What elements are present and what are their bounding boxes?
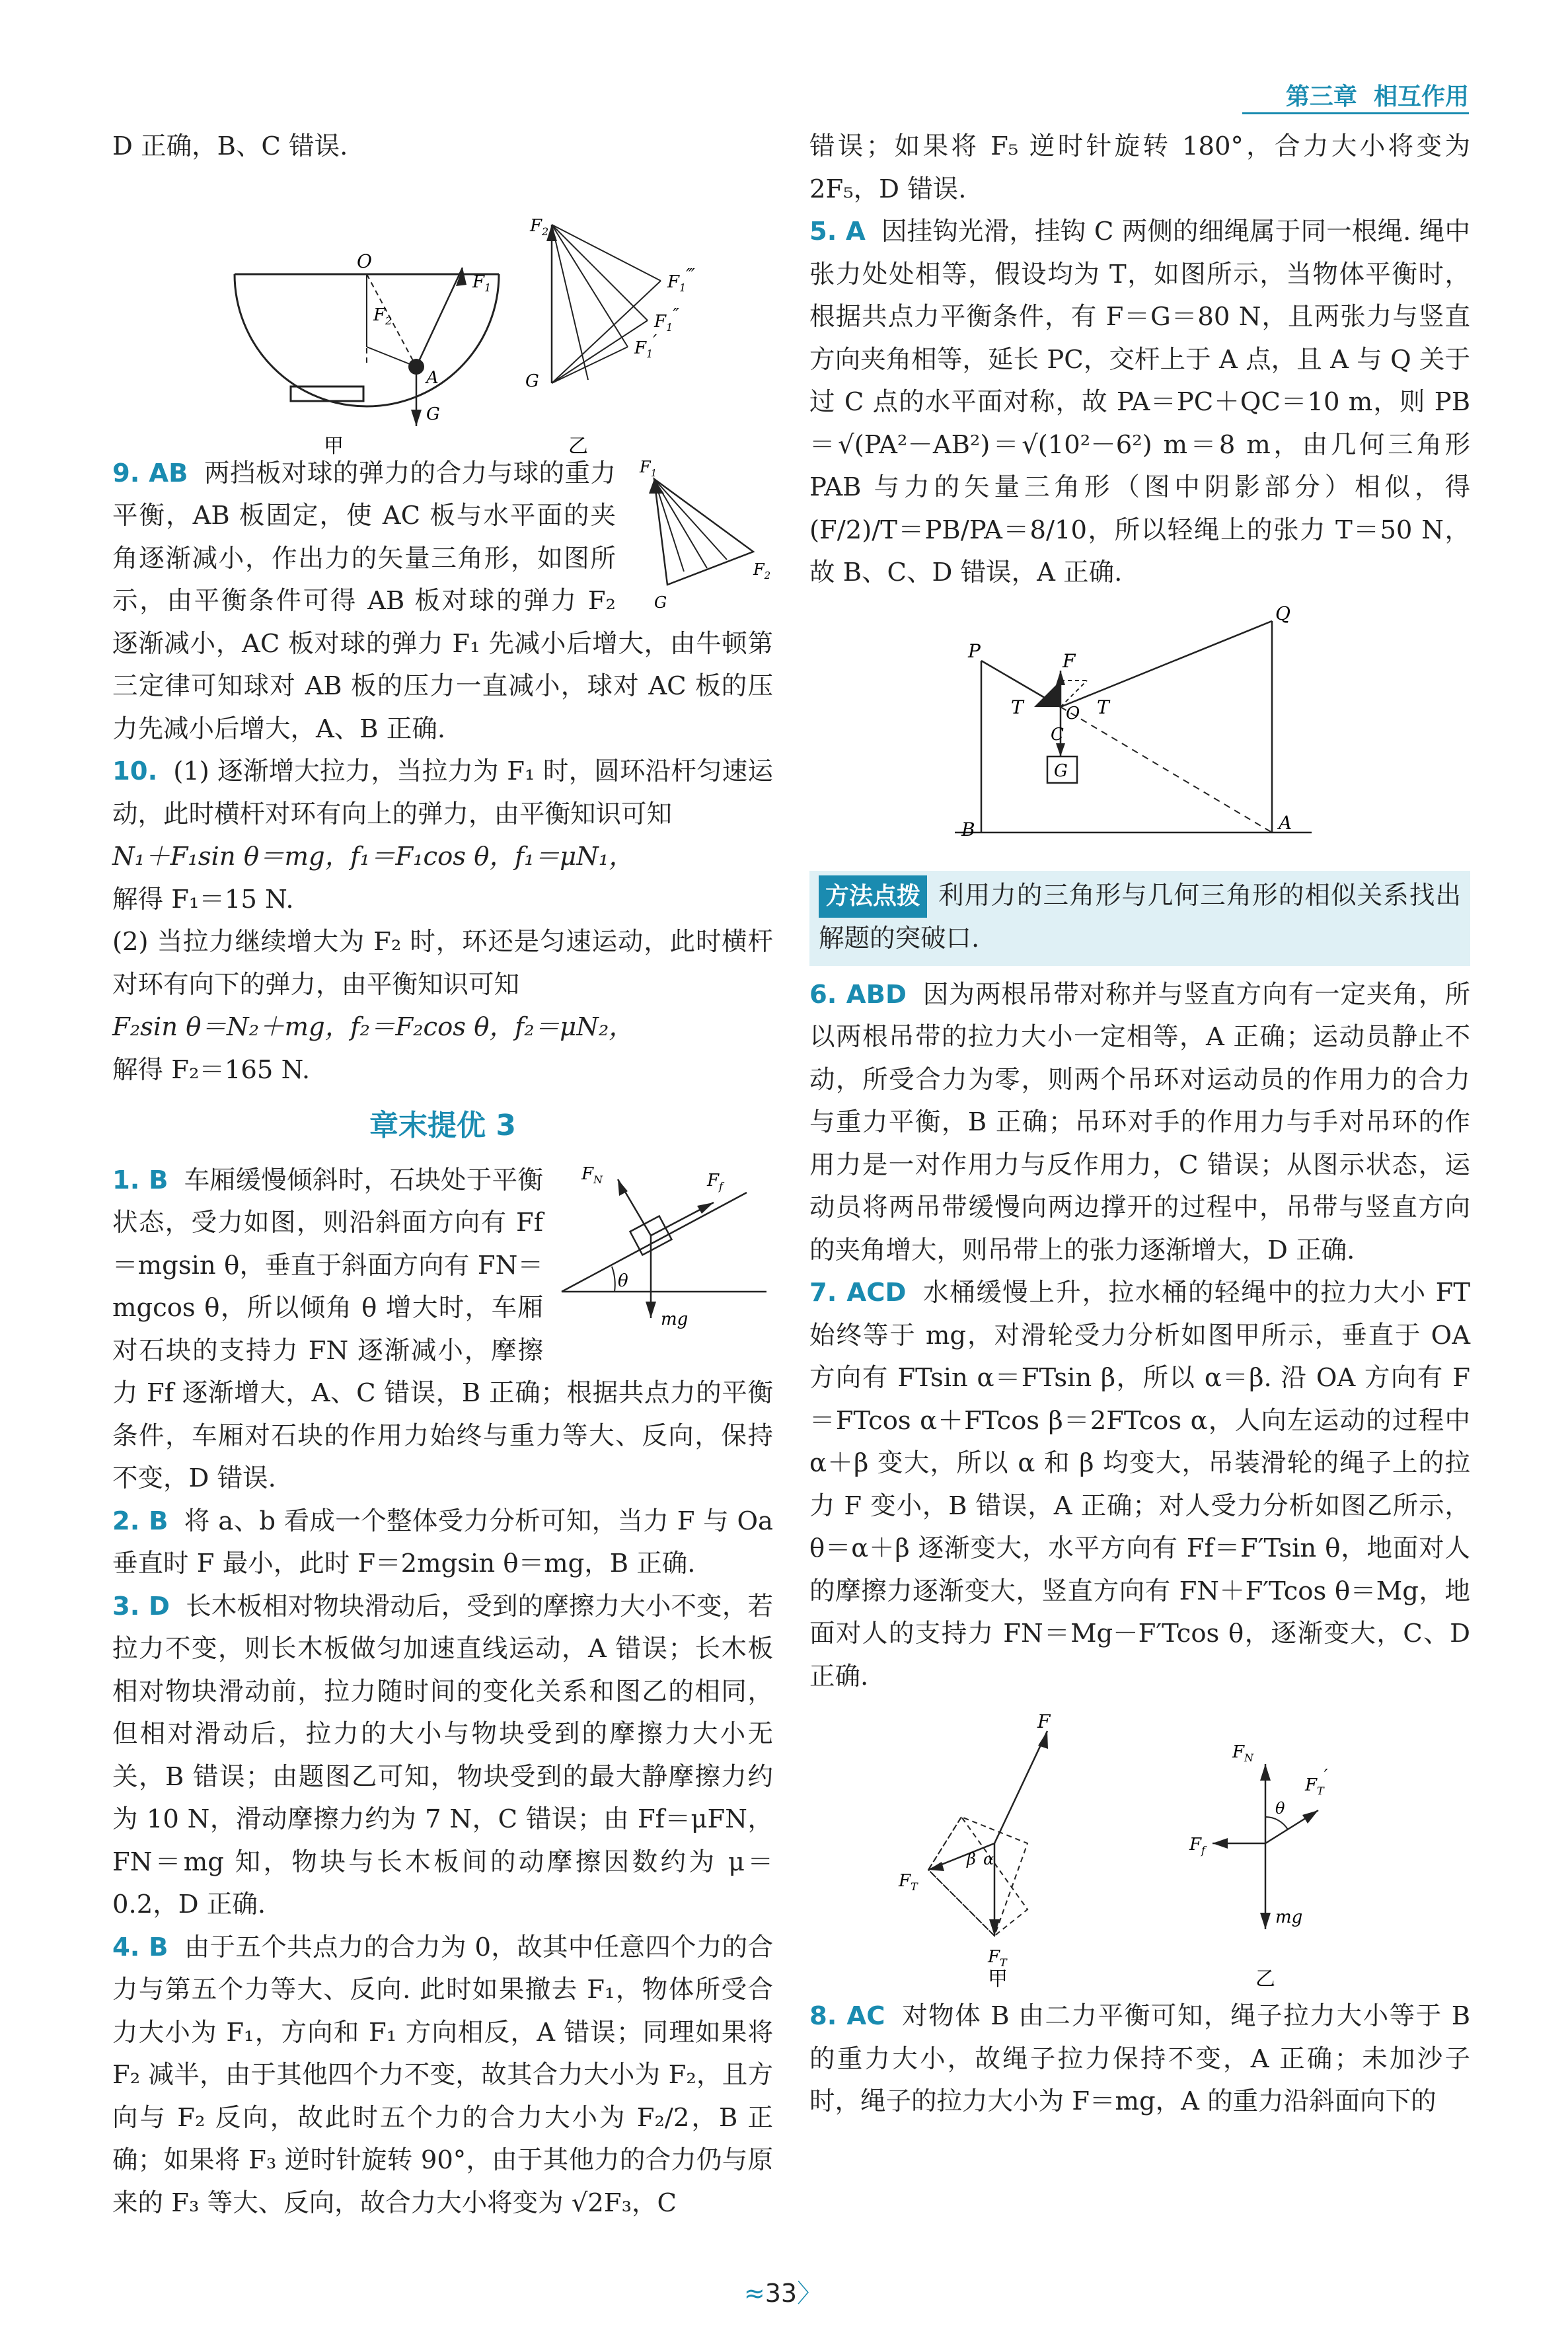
pulley-label-ft-left: $F_T$ [899,1871,918,1893]
rope-label-a: A [1279,811,1292,834]
page-number: ≈33〉 [743,2279,823,2308]
section-answer-2-key: 2. B [112,1506,168,1536]
bowl-label-f1: $F_1$ [472,272,492,294]
section-answer-7 [809,1272,1470,1698]
section-answer-5-key: 5. A [809,217,866,246]
figure-incline [555,1160,773,1331]
person-diagram [1189,1742,1328,1929]
page-number-value: 33 [765,2279,798,2308]
q9-label-g: G [654,593,667,612]
section-answer-1 [112,1160,773,1500]
rope-label-p: P [968,640,981,662]
pulley-label-f: F [1037,1711,1051,1732]
answer-10-part2: (2) 当拉力继续增大为 F₂ 时，环还是匀速运动，此时横杆对环有向下的弹力，由平衡知识可知 [112,927,773,1000]
fig7-yi-caption: 乙 [1255,1968,1275,1991]
poly-label-f1-prime: $F_1'$ [634,331,657,360]
q9-label-f2: $F_2$ [753,560,771,581]
section-answer-8-key: 8. AC [809,2001,885,2031]
rope-label-b: B [961,818,975,840]
section-answer-3 [112,1586,773,1927]
rope-label-t-right: T [1097,696,1109,718]
person-label-fn: $F_N$ [1232,1742,1254,1764]
method-tip-box [809,871,1470,966]
section-answer-6-key: 6. ABD [809,979,907,1010]
bowl-label-o: O [357,250,372,272]
section-answer-1-key: 1. B [112,1165,168,1195]
fig7-jia-caption: 甲 [988,1968,1008,1991]
poly-label-f1-triple: $F_1‴$ [667,265,695,294]
answer-9-text: 两挡板对球的弹力的合力与球的重力平衡，AB 板固定，使 AC 板与水平面的夹角逐渐减小，作出力的矢量三角形，如图所示，由平衡条件可得 AB 板对球的弹力 F₂ 逐渐减小，AC 板对球的弹力 F₁ 先减小后增大，由牛顿第三定律可知球对 AB 板的压力一直减小，球对 AC 板的压力先减小后增大，A、B 正确. [112,458,773,744]
answer-10 [112,751,773,1091]
bowl-label-g: G [426,404,440,424]
pulley-diagram [898,1711,1051,1969]
section-answer-1-text: 车厢缓慢倾斜时，石块处于平衡状态，受力如图，则沿斜面方向有 Ff＝mgsin θ，垂直于斜面方向有 FN＝mgcos θ，所以倾角 θ 增大时，车厢对石块的支持力 FN 逐渐减小，摩擦力 Ff 逐渐增大，A、C 错误，B 正确；根据共点力的平衡条件，车厢对石块的作用力始终与重力等大、反向，保持不变，D 错误. [112,1165,773,1493]
answer-10-part1: (1) 逐渐增大拉力，当拉力为 F₁ 时，圆环沿杆匀速运动，此时横杆对环有向上的弹力，由平衡知识可知 [112,757,773,829]
force-polygon-diagram [525,216,695,391]
person-label-ft-prime: $F_T'$ [1305,1766,1328,1797]
rope-label-f: F [1063,649,1076,672]
answer-9-key: 9. AB [112,458,188,488]
section-answer-3-key: 3. D [112,1591,170,1621]
intro-text: D 正确，B、C 错误. [112,131,348,161]
answer-10-key: 10. [112,757,158,786]
incline-label-ff: $F_f$ [707,1170,723,1193]
pulley-label-alpha: α [983,1850,994,1868]
answer-10-solution2: 解得 F₂＝165 N. [112,1054,311,1085]
section-answer-8 [809,1995,1470,2123]
rope-label-t-left: T [1011,696,1024,718]
section-answer-7-text: 水桶缓慢上升，拉水桶的轻绳中的拉力大小 FT 始终等于 mg，对滑轮受力分析如图甲所示，垂直于 OA 方向有 FTsin α＝FTsin β，所以 α＝β. 沿 OA 方向有 F＝FTcos α＋FTcos β＝2FTcos α，人向左运动的过程中 α＋β 变大，所以 α 和 β 均变大，吊装滑轮的绳子上的拉力 F 变小，B 错误，A 正确；对人受力分析如图乙所示，θ＝α＋β 逐渐变大，水平方向有 Ff＝F′Tsin θ，地面对人的摩擦力逐渐变大，竖直方向有 FN＋F′Tcos θ＝Mg，地面对人的支持力 FN＝Mg－F′Tcos θ，逐渐变大，C、D 正确. [809,1278,1470,1691]
method-tip-label: 方法点拨 [819,875,927,918]
fig-jia-caption: 甲 [324,434,344,458]
q9-label-f1: $F_1$ [640,457,657,479]
section-answer-4-key: 4. B [112,1932,168,1962]
incline-label-mg: mg [661,1309,689,1329]
chapter-number: 第三章 [1285,83,1357,110]
bowl-label-a: A [426,367,439,388]
section-answer-4-text: 由于五个共点力的合力为 0，故其中任意四个力的合力与第五个力等大、反向. 此时如果撤去 F₁，物体所受合力大小为 F₁，方向和 F₁ 方向相反，A 错误；同理如果将 F₂ 减半，由于其他四个力不变，故其合力大小为 F₂，且方向与 F₂ 反向，故此时五个力的合力大小为 F₂/2，B 正确；如果将 F₃ 逆时针旋转 90°，由于其他力的合力仍与原来的 F₃ 等大、反向，故合力大小将变为 √2F₃，C [112,1932,773,2218]
figure-q9-triangle [628,453,773,618]
fig-yi-caption: 乙 [568,434,588,458]
section-answer-6-text: 因为两根吊带对称并与竖直方向有一定夹角，所以两根吊带的拉力大小一定相等，A 正确；运动员静止不动，所受合力为零，则两个吊环对运动员的作用力的合力与重力平衡，B 正确；吊环对手的作用力与手对吊环的作用力是一对作用力与反作用力，C 错误；从图示状态，运动员将两吊带缓慢向两边撑开的过程中，吊带与竖直方向的夹角增大，则吊带上的张力逐渐增大，D 正确. [809,979,1470,1265]
rope-label-c: C [1051,724,1064,745]
bowl-diagram [235,250,499,426]
answer-9 [112,453,773,751]
right-column [809,126,1470,2123]
section-answer-8-text: 对物体 B 由二力平衡可知，绳子拉力大小等于 B 的重力大小，故绳子拉力保持不变，A 正确；未加沙子时，绳子的拉力大小为 F＝mg，A 的重力沿斜面向下的 [809,2001,1470,2116]
section-answer-2 [112,1500,773,1586]
chapter-header [1286,78,1469,112]
rope-label-o: O [1066,703,1080,723]
pulley-label-ft-bottom: $F_T$ [988,1947,1007,1969]
left-column [112,126,773,2225]
header-rule [1242,112,1469,114]
rope-label-q: Q [1275,602,1290,624]
pulley-label-beta: β [967,1850,976,1868]
section-answer-2-text: 将 a、b 看成一个整体受力分析可知，当力 F 与 Oa 垂直时 F 最小，此时 F＝2mgsin θ＝mg，B 正确. [112,1506,773,1578]
figure-rope-hook [942,602,1338,859]
section-title: 章末提优 3 [369,1109,516,1142]
answer-10-equation2: F₂sin θ＝N₂＋mg，f₂＝F₂cos θ，f₂＝μN₂， [112,1012,634,1042]
poly-label-f2: $F_2$ [530,215,549,238]
section-answer-5 [809,211,1470,595]
incline-label-theta: θ [618,1271,628,1291]
person-label-ff: $F_f$ [1189,1835,1205,1857]
answer-10-solution1: 解得 F₁＝15 N. [112,884,294,914]
section-answer-5-text: 因挂钩光滑，挂钩 C 两侧的细绳属于同一根绳. 绳中张力处处相等，假设均为 T，如图所示，当物体平衡时，根据共点力平衡条件，有 F＝G＝80 N，且两张力与竖直方向夹角相等，延长 PC，交杆上于 A 点，且 A 与 Q 关于过 C 点的水平面对称，故 PA＝PC＋QC＝10 m，则 PB＝√(PA²－AB²)＝√(10²－6²) m＝8 m，由几何三角形 PAB 与力的矢量三角形（图中阴影部分）相似，得 (F/2)/T＝PB/PA＝8/10，所以轻绳上的张力 T＝50 N，故 B、C、D 错误，A 正确. [809,217,1470,587]
figure-bowl-and-polygon [112,168,707,458]
section-answer-7-key: 7. ACD [809,1278,907,1308]
rope-label-g: G [1054,760,1068,781]
answer-10-equation1: N₁＋F₁sin θ＝mg，f₁＝F₁cos θ，f₁＝μN₁， [112,842,634,871]
poly-label-f1-double: $F_1''$ [654,305,679,334]
person-label-theta: θ [1275,1799,1285,1818]
bowl-label-f2: $F_2$ [373,305,392,327]
section-answer-4 [112,1927,773,2225]
incline-label-fn: $F_N$ [581,1163,603,1186]
section-answer-3-text: 长木板相对物块滑动后，受到的摩擦力大小不变，若拉力不变，则长木板做匀加速直线运动，A 错误；长木板相对物块滑动前，拉力随时间的变化关系和图乙的相同，但相对滑动后，拉力的大小与物块受到的摩擦力大小无关，B 错误；由题图乙可知，物块受到的最大静摩擦力约为 10 N，滑动摩擦力约为 7 N，C 错误；由 Ff＝μFN，FN＝mg 知，物块与长木板间的动摩擦因数约为 μ＝0.2，D 正确. [112,1591,773,1919]
continued-text: 错误；如果将 F₅ 逆时针旋转 180°，合力大小将变为 2F₅，D 错误. [809,131,1470,204]
person-label-mg: mg [1275,1907,1303,1927]
method-tip-text: 利用力的三角形与几何三角形的相似关系找出解题的突破口. [819,880,1461,953]
chapter-title: 相互作用 [1373,83,1469,110]
section-answer-6 [809,974,1470,1273]
figure-pulley-and-person [889,1711,1391,1995]
poly-label-g: G [525,371,539,391]
